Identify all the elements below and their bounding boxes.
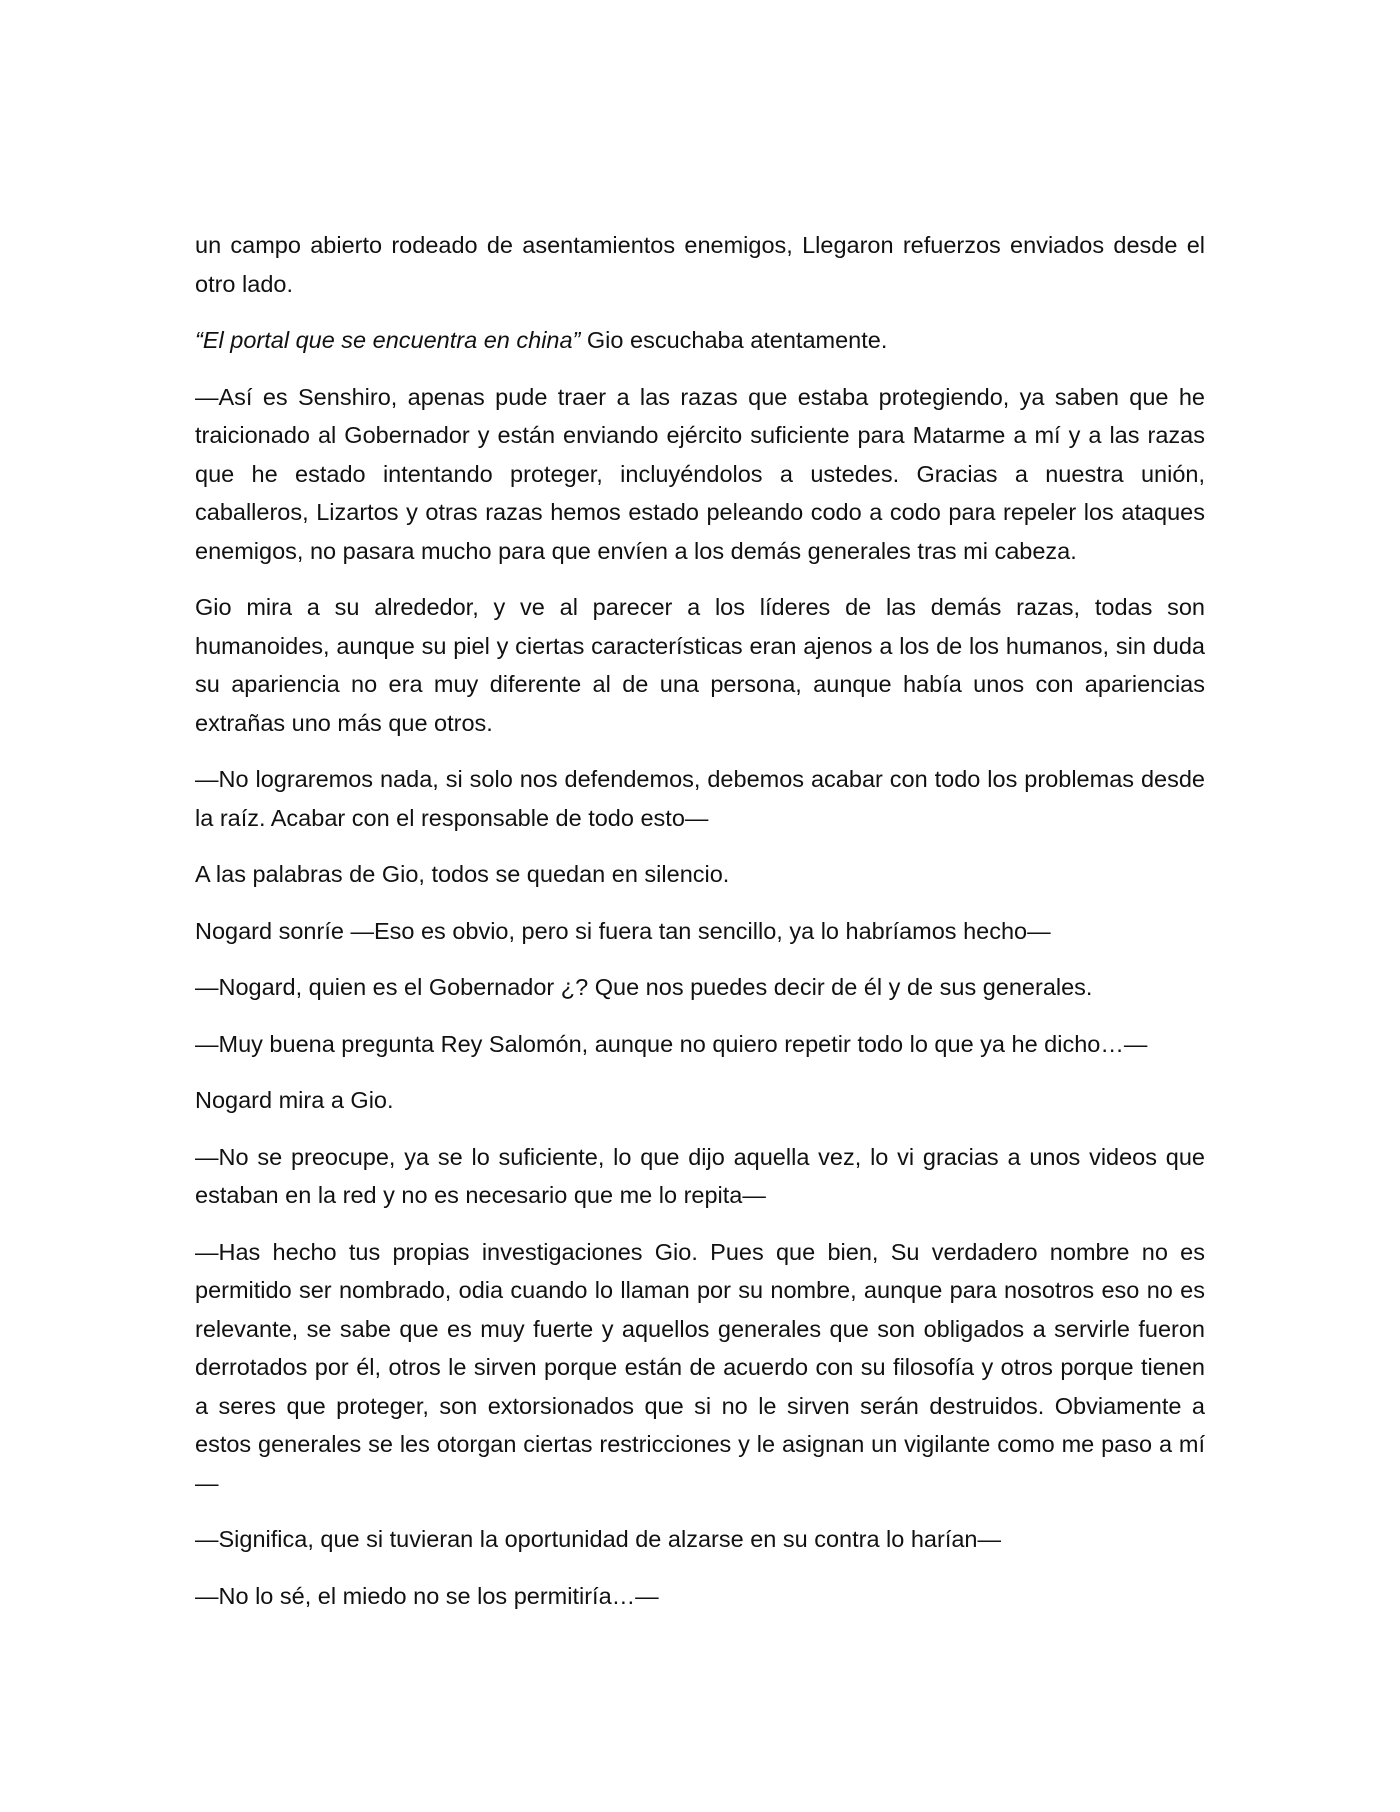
paragraph-11 [195,1138,1205,1215]
paragraph-13-text: —Significa, que si tuvieran la oportunidad de alzarse en su contra lo harían— [195,1526,1001,1552]
paragraph-3-text: —Así es Senshiro, apenas pude traer a las razas que estaba protegiendo, ya saben que he traicionado al Gobernador y están enviando ejército suficiente para Matarme a mí y a las razas que he estado intentando proteger, incluyéndolos a ustedes. Gracias a nuestra unión, caballeros, Lizartos y otras razas hemos estado peleando codo a codo para repeler los ataques enemigos, no pasara mucho para que envíen a los demás generales tras mi cabeza. [195,383,1205,564]
paragraph-6 [195,855,1205,894]
paragraph-12-text: —Has hecho tus propias investigaciones Gio. Pues que bien, Su verdadero nombre no es permitido ser nombrado, odia cuando lo llaman por su nombre, aunque para nosotros eso no es relevante, se sabe que es muy fuerte y aquellos generales que son obligados a servirle fueron derrotados por él, otros le sirven porque están de acuerdo con su filosofía y otros porque tienen a seres que proteger, son extorsionados que si no le sirven serán destruidos. Obviamente a estos generales se les otorgan ciertas restricciones y le asignan un vigilante como me paso a mí— [195,1238,1205,1496]
paragraph-10 [195,1081,1205,1120]
paragraph-5-text: —No lograremos nada, si solo nos defendemos, debemos acabar con todo los problemas desde la raíz. Acabar con el responsable de todo esto— [195,766,1205,831]
paragraph-13 [195,1520,1205,1559]
document-body [195,226,1205,1633]
paragraph-7 [195,912,1205,951]
paragraph-8-text: —Nogard, quien es el Gobernador ¿? Que nos puedes decir de él y de sus generales. [195,974,1093,1000]
paragraph-2-italic-quote: “El portal que se encuentra en china” [195,327,581,353]
paragraph-9-text: —Muy buena pregunta Rey Salomón, aunque no quiero repetir todo lo que ya he dicho…— [195,1030,1148,1057]
paragraph-10-text: Nogard mira a Gio. [195,1087,394,1113]
paragraph-8 [195,968,1205,1007]
paragraph-3 [195,378,1205,571]
paragraph-1 [195,226,1205,303]
paragraph-2 [195,321,1205,360]
paragraph-2-text: Gio escuchaba atentamente. [580,327,888,353]
paragraph-14 [195,1577,1205,1616]
paragraph-7-text: Nogard sonríe —Eso es obvio, pero si fuera tan sencillo, ya lo habríamos hecho— [195,917,1051,944]
paragraph-5 [195,760,1205,837]
paragraph-1-text: un campo abierto rodeado de asentamientos enemigos, Llegaron refuerzos enviados desde el otro lado. [195,232,1205,297]
paragraph-12 [195,1233,1205,1503]
paragraph-11-text: —No se preocupe, ya se lo suficiente, lo que dijo aquella vez, lo vi gracias a unos videos que estaban en la red y no es necesario que me lo repita— [195,1143,1205,1208]
paragraph-14-text: —No lo sé, el miedo no se los permitiría…— [195,1582,659,1609]
paragraph-6-text: A las palabras de Gio, todos se quedan en silencio. [195,861,730,887]
paragraph-9 [195,1025,1205,1064]
paragraph-4-text: Gio mira a su alrededor, y ve al parecer a los líderes de las demás razas, todas son humanoides, aunque su piel y ciertas características eran ajenos a los de los humanos, sin duda su apariencia no era muy diferente al de una persona, aunque había unos con apariencias extrañas uno más que otros. [195,594,1205,736]
paragraph-4 [195,588,1205,742]
